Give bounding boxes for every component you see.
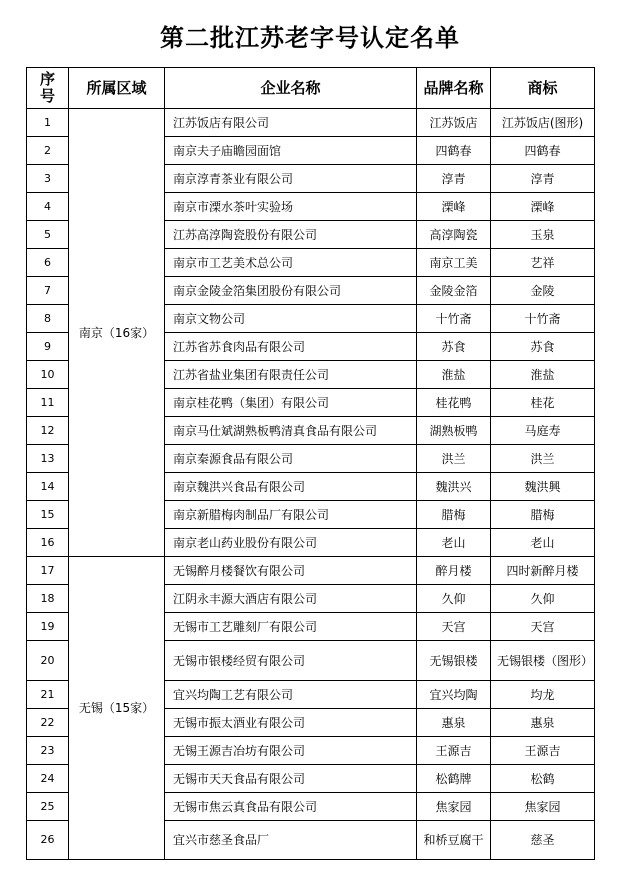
trademark-name: 桂花 — [491, 389, 595, 417]
row-number: 22 — [27, 709, 69, 737]
trademark-name: 溧峰 — [491, 193, 595, 221]
row-number: 9 — [27, 333, 69, 361]
table-row — [27, 557, 595, 585]
company-name: 南京老山药业股份有限公司 — [165, 529, 417, 557]
row-number: 7 — [27, 277, 69, 305]
row-number: 15 — [27, 501, 69, 529]
trademark-name: 艺祥 — [491, 249, 595, 277]
row-number: 21 — [27, 681, 69, 709]
brand-name: 淳青 — [417, 165, 491, 193]
row-number: 23 — [27, 737, 69, 765]
row-number: 14 — [27, 473, 69, 501]
brand-list-table — [26, 67, 595, 860]
row-number: 20 — [27, 641, 69, 681]
brand-name: 腊梅 — [417, 501, 491, 529]
brand-name: 天宫 — [417, 613, 491, 641]
trademark-name: 无锡银楼（图形） — [491, 641, 595, 681]
company-name: 南京市溧水茶叶实验场 — [165, 193, 417, 221]
header-company: 企业名称 — [165, 68, 417, 109]
trademark-name: 慈圣 — [491, 821, 595, 860]
trademark-name: 金陵 — [491, 277, 595, 305]
company-name: 江苏饭店有限公司 — [165, 109, 417, 137]
row-number: 19 — [27, 613, 69, 641]
trademark-name: 惠泉 — [491, 709, 595, 737]
brand-name: 苏食 — [417, 333, 491, 361]
company-name: 无锡王源吉冶坊有限公司 — [165, 737, 417, 765]
company-name: 宜兴市慈圣食品厂 — [165, 821, 417, 860]
brand-name: 醉月楼 — [417, 557, 491, 585]
brand-name: 松鹤牌 — [417, 765, 491, 793]
company-name: 南京魏洪兴食品有限公司 — [165, 473, 417, 501]
brand-name: 四鹤春 — [417, 137, 491, 165]
company-name: 南京新腊梅肉制品厂有限公司 — [165, 501, 417, 529]
row-number: 26 — [27, 821, 69, 860]
trademark-name: 久仰 — [491, 585, 595, 613]
row-number: 13 — [27, 445, 69, 473]
trademark-name: 腊梅 — [491, 501, 595, 529]
brand-name: 魏洪兴 — [417, 473, 491, 501]
header-trademark: 商标 — [491, 68, 595, 109]
trademark-name: 四时新醉月楼 — [491, 557, 595, 585]
row-number: 5 — [27, 221, 69, 249]
company-name: 无锡市工艺雕刻厂有限公司 — [165, 613, 417, 641]
row-number: 6 — [27, 249, 69, 277]
row-number: 4 — [27, 193, 69, 221]
row-number: 18 — [27, 585, 69, 613]
brand-name: 淮盐 — [417, 361, 491, 389]
company-name: 无锡市天天食品有限公司 — [165, 765, 417, 793]
table-body — [27, 109, 595, 860]
company-name: 无锡市银楼经贸有限公司 — [165, 641, 417, 681]
trademark-name: 王源吉 — [491, 737, 595, 765]
brand-name: 湖熟板鸭 — [417, 417, 491, 445]
region-cell: 南京（16家） — [69, 109, 165, 557]
company-name: 南京文物公司 — [165, 305, 417, 333]
trademark-name: 淮盐 — [491, 361, 595, 389]
row-number: 17 — [27, 557, 69, 585]
company-name: 南京夫子庙瞻园面馆 — [165, 137, 417, 165]
trademark-name: 均龙 — [491, 681, 595, 709]
company-name: 江苏省苏食肉品有限公司 — [165, 333, 417, 361]
brand-name: 王源吉 — [417, 737, 491, 765]
company-name: 江苏高淳陶瓷股份有限公司 — [165, 221, 417, 249]
trademark-name: 老山 — [491, 529, 595, 557]
company-name: 无锡醉月楼餐饮有限公司 — [165, 557, 417, 585]
trademark-name: 焦家园 — [491, 793, 595, 821]
row-number: 25 — [27, 793, 69, 821]
trademark-name: 马庭寿 — [491, 417, 595, 445]
trademark-name: 玉泉 — [491, 221, 595, 249]
document-title: 第二批江苏老字号认定名单 — [160, 23, 460, 52]
brand-name: 溧峰 — [417, 193, 491, 221]
brand-name: 桂花鸭 — [417, 389, 491, 417]
trademark-name: 江苏饭店(图形) — [491, 109, 595, 137]
row-number: 2 — [27, 137, 69, 165]
trademark-name: 四鹤春 — [491, 137, 595, 165]
trademark-name: 十竹斋 — [491, 305, 595, 333]
brand-name: 高淳陶瓷 — [417, 221, 491, 249]
brand-name: 金陵金箔 — [417, 277, 491, 305]
header-no: 序号 — [27, 68, 69, 109]
brand-name: 江苏饭店 — [417, 109, 491, 137]
row-number: 24 — [27, 765, 69, 793]
table-header-row — [27, 68, 595, 109]
company-name: 南京淳青茶业有限公司 — [165, 165, 417, 193]
brand-name: 洪兰 — [417, 445, 491, 473]
trademark-name: 天宫 — [491, 613, 595, 641]
header-region: 所属区域 — [69, 68, 165, 109]
brand-name: 久仰 — [417, 585, 491, 613]
header-brand: 品牌名称 — [417, 68, 491, 109]
row-number: 1 — [27, 109, 69, 137]
company-name: 南京马仕斌湖熟板鸭清真食品有限公司 — [165, 417, 417, 445]
brand-name: 南京工美 — [417, 249, 491, 277]
trademark-name: 苏食 — [491, 333, 595, 361]
company-name: 南京秦源食品有限公司 — [165, 445, 417, 473]
company-name: 南京金陵金箔集团股份有限公司 — [165, 277, 417, 305]
trademark-name: 洪兰 — [491, 445, 595, 473]
brand-name: 和桥豆腐干 — [417, 821, 491, 860]
row-number: 3 — [27, 165, 69, 193]
company-name: 江苏省盐业集团有限责任公司 — [165, 361, 417, 389]
region-cell: 无锡（15家） — [69, 557, 165, 860]
trademark-name: 淳青 — [491, 165, 595, 193]
company-name: 南京桂花鸭（集团）有限公司 — [165, 389, 417, 417]
brand-name: 无锡银楼 — [417, 641, 491, 681]
row-number: 11 — [27, 389, 69, 417]
row-number: 12 — [27, 417, 69, 445]
trademark-name: 魏洪興 — [491, 473, 595, 501]
table-row — [27, 109, 595, 137]
company-name: 南京市工艺美术总公司 — [165, 249, 417, 277]
row-number: 16 — [27, 529, 69, 557]
row-number: 8 — [27, 305, 69, 333]
trademark-name: 松鹤 — [491, 765, 595, 793]
brand-name: 十竹斋 — [417, 305, 491, 333]
brand-name: 焦家园 — [417, 793, 491, 821]
brand-name: 老山 — [417, 529, 491, 557]
company-name: 无锡市振太酒业有限公司 — [165, 709, 417, 737]
brand-name: 宜兴均陶 — [417, 681, 491, 709]
brand-name: 惠泉 — [417, 709, 491, 737]
company-name: 无锡市焦云真食品有限公司 — [165, 793, 417, 821]
company-name: 宜兴均陶工艺有限公司 — [165, 681, 417, 709]
company-name: 江阴永丰源大酒店有限公司 — [165, 585, 417, 613]
row-number: 10 — [27, 361, 69, 389]
